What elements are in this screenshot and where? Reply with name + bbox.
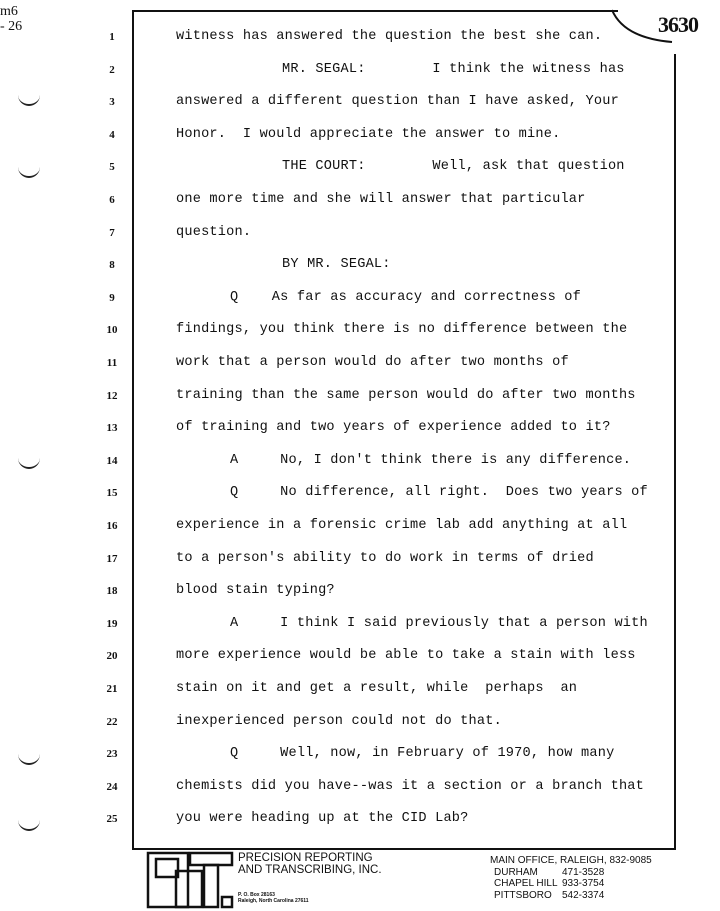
office-row: [494, 867, 652, 879]
office-phone: 542-3374: [562, 889, 605, 901]
transcript-line: of training and two years of experience added to it?: [176, 420, 611, 436]
transcript-line: Q No difference, all right. Does two years of: [230, 485, 648, 501]
corner-mark-line-2: - 26: [0, 19, 23, 34]
transcript-line: Honor. I would appreciate the answer to mine.: [176, 126, 561, 142]
office-city: PITTSBORO: [494, 889, 552, 901]
binder-hole-mark: [18, 749, 40, 765]
office-row: [494, 890, 652, 902]
office-row: [494, 878, 652, 890]
address-line-1: P. O. Box 28163: [238, 892, 275, 898]
line-number: 10: [106, 324, 118, 337]
office-phone: 471-3528: [562, 866, 605, 878]
transcript-line: THE COURT: Well, ask that question: [282, 159, 625, 175]
office-city: DURHAM: [494, 866, 538, 878]
address-line-2: Raleigh, North Carolina 27611: [238, 898, 309, 904]
line-number: 15: [106, 487, 118, 500]
line-number: 7: [109, 226, 115, 239]
transcript-line: A No, I don't think there is any difference.: [230, 452, 632, 468]
transcript-line: A I think I said previously that a person with: [230, 615, 648, 631]
transcript-line: to a person's ability to do work in terms of dried: [176, 550, 594, 566]
firm-name: [238, 852, 382, 876]
line-number: 2: [109, 63, 115, 76]
transcript-line: experience in a forensic crime lab add anything at all: [176, 518, 628, 533]
transcript-line: inexperienced person could not do that.: [176, 713, 502, 729]
line-number: 14: [106, 454, 118, 467]
line-number: 12: [106, 389, 118, 402]
firm-name-line-1: PRECISION REPORTING: [238, 852, 373, 864]
office-list: [490, 855, 652, 901]
frame-right-edge: [674, 52, 676, 850]
transcript-line: BY MR. SEGAL:: [282, 257, 391, 273]
line-number: 17: [106, 552, 118, 565]
firm-address: [238, 892, 309, 904]
line-number: 20: [106, 650, 118, 663]
transcript-line: answered a different question than I have asked, Your: [176, 94, 619, 110]
transcript-line: Q Well, now, in February of 1970, how many: [230, 746, 615, 762]
line-number: 5: [109, 161, 115, 174]
main-office: MAIN OFFICE, RALEIGH, 832-9085: [490, 855, 652, 866]
line-number: 9: [109, 291, 115, 304]
line-number: 16: [106, 520, 118, 532]
line-number: 18: [106, 585, 118, 598]
office-phone: 933-3754: [562, 878, 605, 889]
line-number: 21: [106, 683, 118, 695]
line-number: 23: [106, 748, 118, 761]
transcript-line: one more time and she will answer that particular: [176, 192, 586, 207]
transcript-line: witness has answered the question the best she can.: [176, 29, 603, 44]
transcript-line: MR. SEGAL: I think the witness has: [282, 61, 625, 77]
corner-mark-line-1: m6: [0, 4, 18, 19]
transcript-line: blood stain typing?: [176, 583, 335, 599]
line-number: 6: [109, 194, 115, 206]
corner-marks: [0, 4, 22, 34]
company-logo: [146, 851, 236, 909]
binder-hole-mark: [18, 815, 40, 831]
line-number: 13: [106, 422, 118, 435]
line-number: 19: [106, 617, 118, 630]
binder-hole-mark: [18, 162, 40, 178]
office-city: CHAPEL HILL: [494, 878, 558, 889]
transcript-line: Q As far as accuracy and correctness of: [230, 289, 582, 305]
transcript-line: stain on it and get a result, while perhaps an: [176, 681, 578, 696]
line-number: 22: [106, 715, 118, 728]
page-number: 3630: [658, 12, 698, 37]
firm-name-line-2: AND TRANSCRIBING, INC.: [238, 864, 382, 876]
line-number: 25: [106, 813, 118, 826]
line-number: 4: [109, 128, 115, 141]
transcript-line: you were heading up at the CID Lab?: [176, 811, 469, 827]
line-number: 1: [109, 31, 115, 43]
binder-hole-mark: [18, 453, 40, 469]
line-number: 11: [106, 357, 118, 369]
line-number: 3: [109, 96, 115, 109]
binder-hole-mark: [18, 90, 40, 106]
transcript-line: training than the same person would do after two months: [176, 387, 636, 403]
transcript-line: question.: [176, 224, 252, 240]
line-number: 24: [106, 780, 118, 793]
transcript-line: findings, you think there is no difference between the: [176, 322, 628, 338]
transcript-line: chemists did you have--was it a section or a branch that: [176, 778, 645, 794]
transcript-line: more experience would be able to take a stain with less: [176, 648, 636, 664]
line-number: 8: [109, 259, 115, 272]
transcript-line: work that a person would do after two months of: [176, 355, 569, 370]
